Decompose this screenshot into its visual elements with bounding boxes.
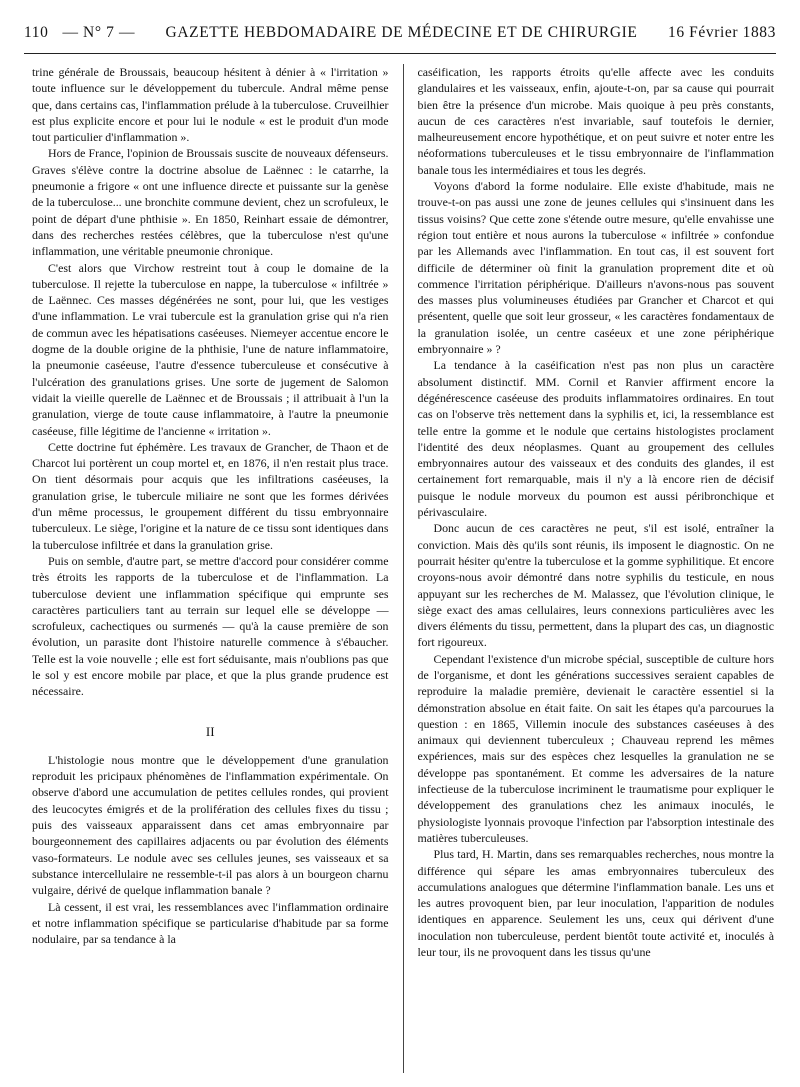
paragraph: Puis on semble, d'autre part, se mettre d'accord pour considérer comme très étroits les rapports de la tuberculose et de l'inflammation. La tuberculose devient une inflammation spécifique qui emprunte ses caractères particuliers tant au terrain sur lequel elle se développe — scrofuleux, cachectiques ou surmenés — qu'à la cause première de son évolution, un parasite dont l'histoire naturelle commence à s'ébaucher. Telle est la voie nouvelle ; elle est fort séduisante, mais n'oublions pas que le sol y est encore mobile par place, et que la plus grande prudence est nécessaire. (32, 553, 389, 699)
paragraph: C'est alors que Virchow restreint tout à coup le domaine de la tuberculose. Il rejette la tuberculose en nappe, la tuberculose « infiltrée » de Laënnec. Ces masses dégénérées ne sont, pour lui, que les vestiges d'une inflammation. Le vrai tubercule est la granulation grise qui n'a rien de commun avec les hépatisations caséeuses. Niemeyer accentue encore le dogme de la double origine de la phthisie, l'une de nature inflammatoire, la pneumonie caséeuse, l'autre d'essence tuberculeuse et consécutive à l'ulcération des granulations grises. Une sorte de jugement de Salomon vidait la vieille querelle de Laënnec et de Broussais ; il attribuait à l'un la granulation, vierge de toute cause inflammatoire, à l'autre la pneumonie caséeuse, fille légitime de l'ancienne « irritation ». (32, 260, 389, 438)
paragraph: Voyons d'abord la forme nodulaire. Elle existe d'habitude, mais ne trouve-t-on pas aussi une zone de jeunes cellules qui s'insinuent dans les tissus voisins? Que cette zone s'étende outre mesure, qu'elle envahisse une région tout entière et nous aurons la tuberculose « infiltrée » confondue par les Allemands avec l'inflammation. En tout cas, il est souvent fort difficile de déterminer où finit la granulation proprement dite et où commence l'irritation périphérique. D'ailleurs n'avons-nous pas souvent des masses plus volumineuses étudiées par Grancher et Charcot et qui présentent, quelle que soit leur grosseur, « les caractères fondamentaux de la granulation isolée, un centre caséeux et une zone périphérique embryonnaire » ? (417, 179, 774, 357)
article-body (32, 64, 774, 1073)
paragraph: Cette doctrine fut éphémère. Les travaux de Grancher, de Thaon et de Charcot lui portèrent un coup mortel et, en 1876, il n'en restait plus trace. On tient désormais pour acquis que les infiltrations caséeuses, la granulation grise, le tubercule miliaire ne sont que les formes dérivées d'un même processus, le groupement différent du tissu embryonnaire tuberculeux. Le siège, l'origine et la nature de ce tissu sont identiques dans la tuberculose infiltrée et dans la granulation grise. (32, 439, 389, 552)
paragraph: caséification, les rapports étroits qu'elle affecte avec les conduits glandulaires et les vaisseaux, enfin, ajoute-t-on, par sa cause qui pourrait bien être la présence d'un microbe. Mais quoique à peu près constants, aucun de ces caractères n'est invariable, sauf toutefois le dernier, malheureusement encore hypothétique, et on peut suivre et noter entre les néoformations tuberculeuses et le tissu embryonnaire de l'inflammation banale tous les intermédiaires et tous les degrés. (417, 65, 774, 177)
right-column (418, 64, 775, 1073)
running-head (24, 24, 776, 44)
section-heading: II (205, 723, 215, 739)
paragraph: trine générale de Broussais, beaucoup hésitent à dénier à « l'irritation » toute influence sur le développement du tubercule. Andral même pense que, dans certains cas, l'inflammation prélude à la tuberculose. Cruveilhier est plus explicite encore et pour lui le nodule « est le produit d'un mode tout particulier d'inflammation ». (32, 65, 389, 145)
header-rule (24, 53, 776, 54)
page-number: 110 (24, 24, 49, 41)
journal-title: GAZETTE HEBDOMADAIRE DE MÉDECINE ET DE CHIRURGIE (165, 24, 638, 41)
paragraph: Donc aucun de ces caractères ne peut, s'il est isolé, entraîner la conviction. Mais dès qu'ils sont réunis, ils imposent le diagnostic. On ne pourrait hésiter qu'entre la tuberculose et la gomme syphilitique. Et encore croyons-nous avoir démontré dans notre syphilis du testicule, en nous appuyant sur les recherches de M. Malassez, que l'évolution clinique, le siège exact des amas cellulaires, leurs connexions particulières avec les divers éléments du tissu, permettent, dans la plupart des cas, un diagnostic fort rigoureux. (417, 521, 774, 650)
paragraph: Hors de France, l'opinion de Broussais suscite de nouveaux défenseurs. Graves s'élève contre la doctrine absolue de Laënnec : le catarrhe, la pneumonie a frigore « ont une influence directe et puissante sur la genèse de la tuberculose... une bronchite commune devient, chez un scrofuleux, le point de départ d'une phthisie ». En 1850, Reinhart essaie de démontrer, dans des recherches restées célèbres, que la tuberculose n'est qu'une inflammation, une véritable pneumonie chronique. (32, 146, 389, 259)
paragraph: Cependant l'existence d'un microbe spécial, susceptible de culture hors de l'organisme, et dont les générations successives seraient capables de reproduire la maladie première, devienait le caractère essentiel si la démonstration absolue en était faite. On sait les étapes qu'a parcourues la question : en 1865, Villemin inocule des substances caséeuses à des animaux qui deviennent tuberculeux ; Chauveau reprend les mêmes expériences, mais sur des espèces chez lesquelles la granulation ne se développe pas spontanément. Et comme les adversaires de la nature infectieuse de la tuberculose incriminent le traumatisme pour expliquer le développement des granulations chez les animaux inoculés, le physiologiste lyonnais provoque l'infection par l'absorption intestinale des matières tuberculeuses. (417, 651, 774, 845)
paragraph: L'histologie nous montre que le développement d'une granulation reproduit les pricipaux phénomènes de l'inflammation expérimentale. On observe d'abord une accumulation de petites cellules rondes, qui provient des leucocytes émigrés et de la prolifération des cellules fixes du tissu ; puis des vaisseaux apparaissent dans cet amas embryonnaire par bourgeonnement des capillaires adjacents ou par évolution des éléments vaso-formateurs. Le nodule avec ses cellules jeunes, ses vaisseaux et sa substance intercellulaire ne ressemble-t-il pas alors à un bourgeon charnu vulgaire, dérivé de quelque inflammation banale ? (32, 752, 389, 898)
paragraph: Plus tard, H. Martin, dans ses remarquables recherches, nous montre la différence qui sépare les amas embryonnaires tuberculeux des accumulations analogues que détermine l'inflammation banale. Les uns et les autres provoquent bien, par leur inoculation, l'apparition de nodules identiques en apparence. Seulement les uns, ceux qui dérivent d'une inoculation non tuberculeuse, perdent bientôt toute activité et, inoculés à leur tour, ils ne provoquent dans les tissus qu'une (417, 847, 774, 960)
left-column (32, 64, 389, 1073)
paragraph: Là cessent, il est vrai, les ressemblances avec l'inflammation ordinaire et notre inflammation spécifique se particularise d'habitude par sa forme nodulaire, par sa tendance à la (32, 899, 389, 947)
issue-date: 16 Février 1883 (667, 24, 776, 41)
issue-number: — N° 7 — (62, 24, 136, 41)
paragraph: La tendance à la caséification n'est pas non plus un caractère absolument distinctif. MM. Cornil et Ranvier affirment encore la dégénérescence caséeuse des produits inflammatoires ordinaires. En tout cas on l'observe très nettement dans la syphilis et, ici, la ressemblance est telle entre la gomme et le nodule que certains histologistes proclament l'identité des deux néoplasmes. Quant au groupement des cellules embryonnaires autour des vaisseaux et des conduits des glandes, il est certainement fort remarquable, mais il n'y a là encore rien de décisif puisque le nodule morveux du poumon est aussi péribronchique et périvasculaire. (417, 358, 774, 520)
column-divider (403, 64, 404, 1073)
